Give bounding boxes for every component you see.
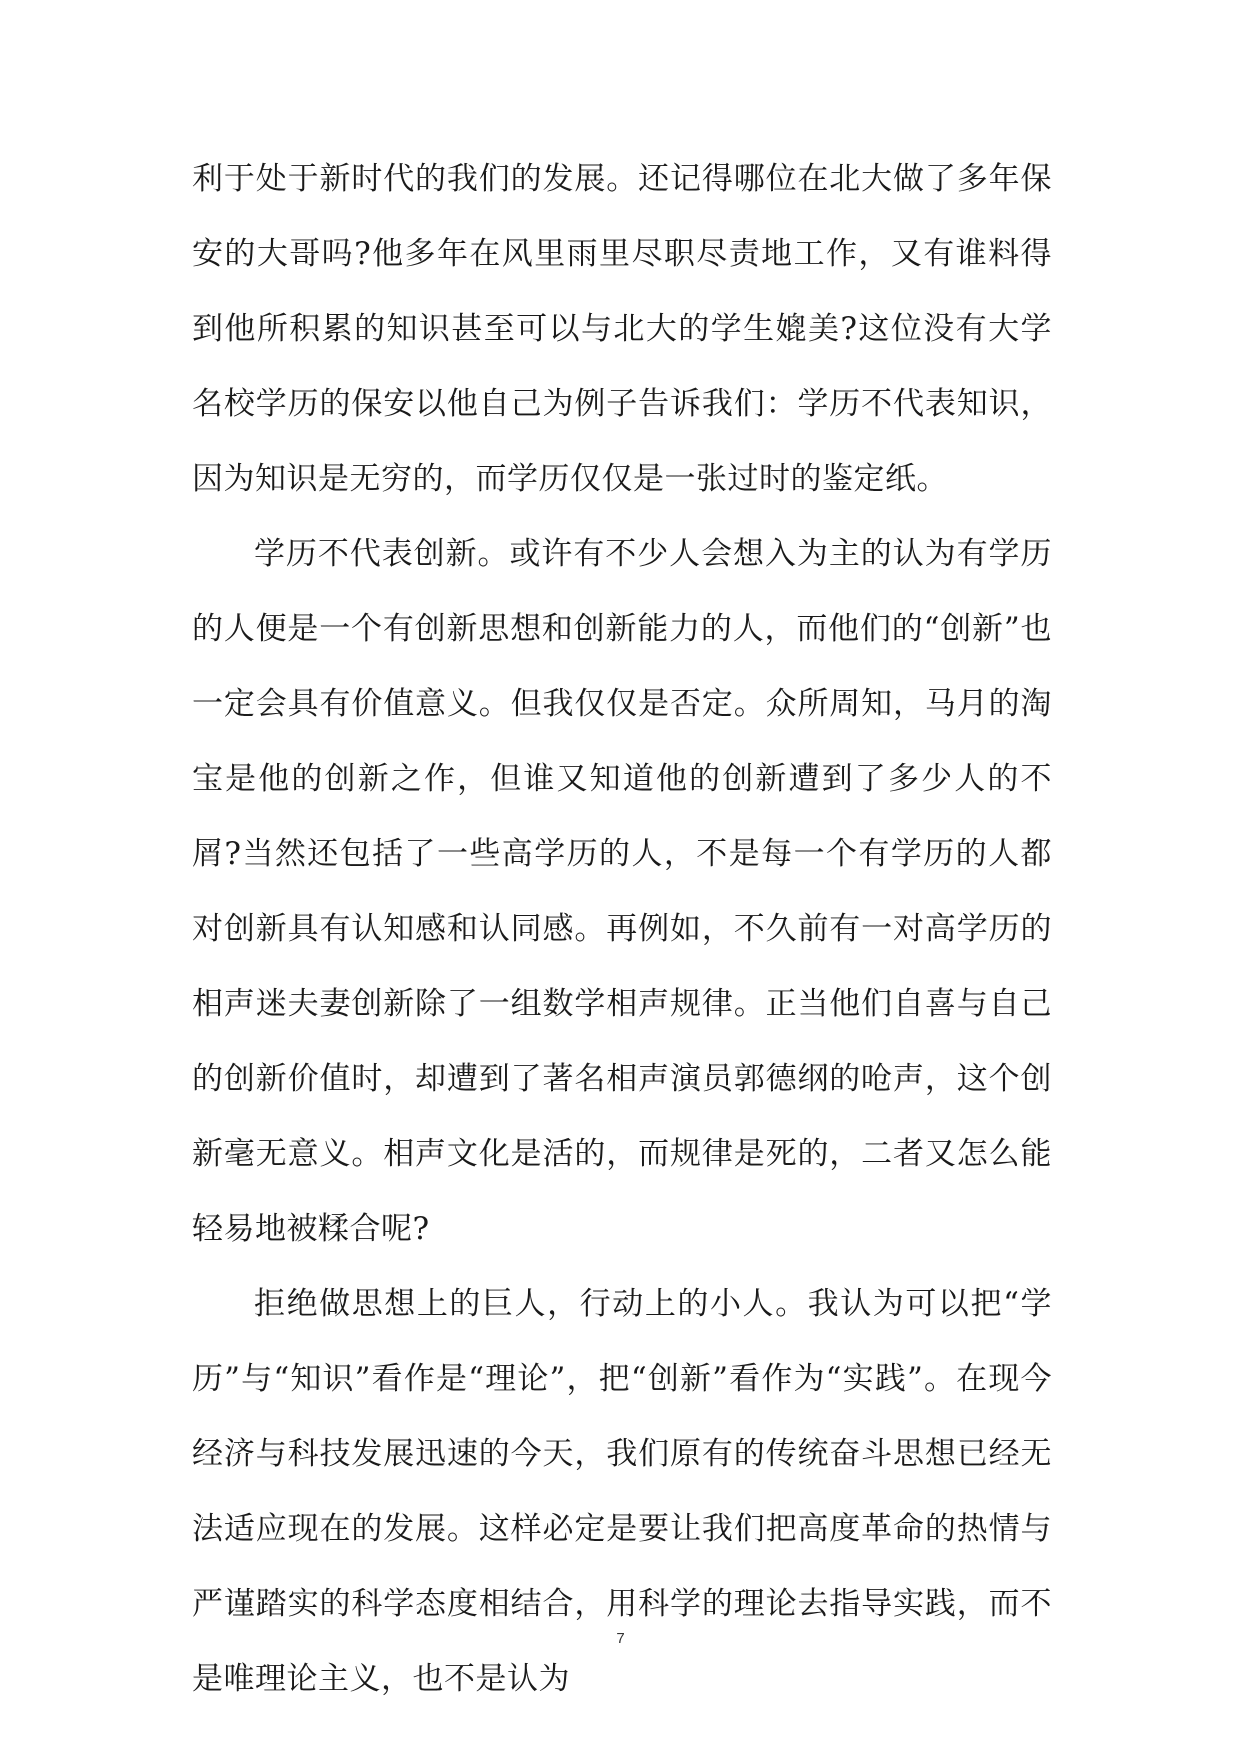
- paragraph-1: 利于处于新时代的我们的发展。还记得哪位在北大做了多年保安的大哥吗?他多年在风里雨里尽职尽责地工作，又有谁料得到他所积累的知识甚至可以与北大的学生媲美?这位没有大学名校学历的保安以他自己为例子告诉我们：学历不代表知识，因为知识是无穷的，而学历仅仅是一张过时的鉴定纸。: [192, 161, 1052, 497]
- body-text: [192, 142, 1052, 1717]
- paragraph-2: 学历不代表创新。或许有不少人会想入为主的认为有学历的人便是一个有创新思想和创新能力的人，而他们的“创新”也一定会具有价值意义。但我仅仅是否定。众所周知，马月的淘宝是他的创新之作，但谁又知道他的创新遭到了多少人的不屑?当然还包括了一些高学历的人，不是每一个有学历的人都对创新具有认知感和认同感。再例如，不久前有一对高学历的相声迷夫妻创新除了一组数学相声规律。正当他们自喜与自己的创新价值时，却遭到了著名相声演员郭德纲的呛声，这个创新毫无意义。相声文化是活的，而规律是死的，二者又怎么能轻易地被糅合呢?: [192, 536, 1052, 1247]
- page-number: 7: [616, 1630, 625, 1647]
- paragraph-3: 拒绝做思想上的巨人，行动上的小人。我认为可以把“学历”与“知识”看作是“理论”，把“创新”看作为“实践”。在现今经济与科技发展迅速的今天，我们原有的传统奋斗思想已经无法适应现在的发展。这样必定是要让我们把高度革命的热情与严谨踏实的科学态度相结合，用科学的理论去指导实践，而不是唯理论主义，也不是认为: [192, 1286, 1052, 1697]
